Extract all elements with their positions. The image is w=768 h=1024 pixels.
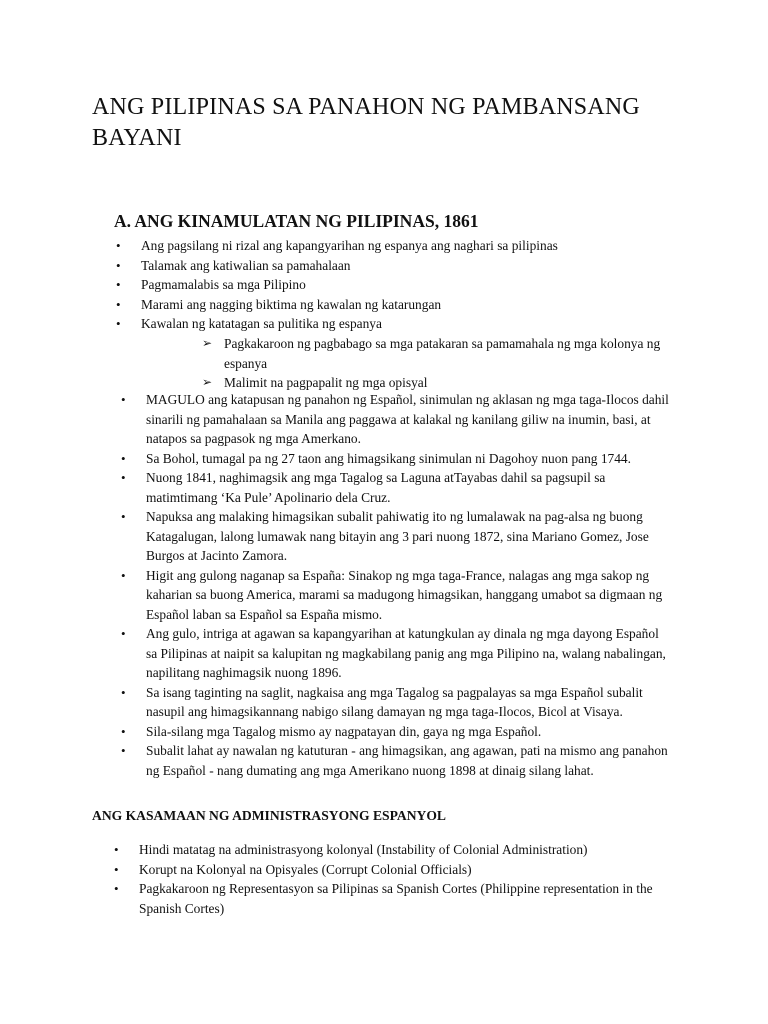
list-item: • Pagmamalabis sa mga Pilipino xyxy=(116,275,686,295)
list-item: • Ang gulo, intriga at agawan sa kapangyarihan at katungkulan ay dinala ng mga dayong Español sa Pilipinas at naipit sa kalupitan ng magkabilang panig ang mga Pilipino na, walang nabalingan, napilitang naghimagsik nuong 1896. xyxy=(121,624,673,683)
sub-list-item: ➢ Malimit na pagpapalit ng mga opisyal xyxy=(202,373,692,393)
list-item: • Pagkakaroon ng Representasyon sa Pilipinas sa Spanish Cortes (Philippine representation in the Spanish Cortes) xyxy=(114,879,684,918)
list-item: • MAGULO ang katapusan ng panahon ng Español, sinimulan ng aklasan ng mga taga-Ilocos dahil sinarili ng pamahalaan sa Manila ang paggawa at kalakal ng kanilang giliw na inumin, basi, at natapos sa pagpasok ng mga Amerkano. xyxy=(121,390,673,449)
list-item: • Ang pagsilang ni rizal ang kapangyarihan ng espanya ang naghari sa pilipinas xyxy=(116,236,686,256)
list-item: • Subalit lahat ay nawalan ng katuturan - ang himagsikan, ang agawan, pati na mismo ang panahon ng Español - nang dumating ang mga Amerikano nuong 1898 at dinaig silang lahat. xyxy=(121,741,673,780)
list-item: • Kawalan ng katatagan sa pulitika ng espanya xyxy=(116,314,686,334)
list-item: • Sa isang taginting na saglit, nagkaisa ang mga Tagalog sa pagpalayas sa mga Español subalit nasupil ang himagsikannang nabigo silang damayan ng mga taga-Ilocos, Bicol at Visaya. xyxy=(121,683,673,722)
section-a-history-list xyxy=(121,390,673,780)
sub-list-item: ➢ Pagkakaroon ng pagbabago sa mga patakaran sa pamamahala ng mga kolonya ng espanya xyxy=(202,334,692,373)
list-item: • Nuong 1841, naghimagsik ang mga Tagalog sa Laguna atTayabas dahil sa pagsupil sa matimtimang ‘Ka Pule’ Apolinario dela Cruz. xyxy=(121,468,673,507)
list-item: • Marami ang nagging biktima ng kawalan ng katarungan xyxy=(116,295,686,315)
list-item: • Higit ang gulong naganap sa España: Sinakop ng mga taga-France, nalagas ang mga sakop ng kaharian sa buong America, marami sa madugong himagsikan, hanggang umabot sa digmaan ng Español laban sa Español sa España mismo. xyxy=(121,566,673,625)
list-item: • Sa Bohol, tumagal pa ng 27 taon ang himagsikang sinimulan ni Dagohoy nuon pang 1744. xyxy=(121,449,673,469)
section-a-sub-bullet-list xyxy=(202,334,692,393)
list-item: • Sila-silang mga Tagalog mismo ay nagpatayan din, gaya ng mga Español. xyxy=(121,722,673,742)
list-item: • Korupt na Kolonyal na Opisyales (Corrupt Colonial Officials) xyxy=(114,860,684,880)
section-a-bullet-list xyxy=(116,236,686,334)
list-item: • Napuksa ang malaking himagsikan subalit pahiwatig ito ng lumalawak na pag-alsa ng buong Katagalugan, lalong lumawak nang bitayin ang 3 pari nuong 1872, sina Mariano Gomez, Jose Burgos at Jacinto Zamora. xyxy=(121,507,673,566)
section-b-bullet-list xyxy=(114,840,684,918)
list-item: • Talamak ang katiwalian sa pamahalaan xyxy=(116,256,686,276)
section-b-heading: ANG KASAMAAN NG ADMINISTRASYONG ESPANYOL xyxy=(92,808,446,823)
list-item: • Hindi matatag na administrasyong kolonyal (Instability of Colonial Administration) xyxy=(114,840,684,860)
section-a-heading: A. ANG KINAMULATAN NG PILIPINAS, 1861 xyxy=(114,211,479,231)
document-title: ANG PILIPINAS SA PANAHON NG PAMBANSANG BAYANI xyxy=(92,94,640,151)
